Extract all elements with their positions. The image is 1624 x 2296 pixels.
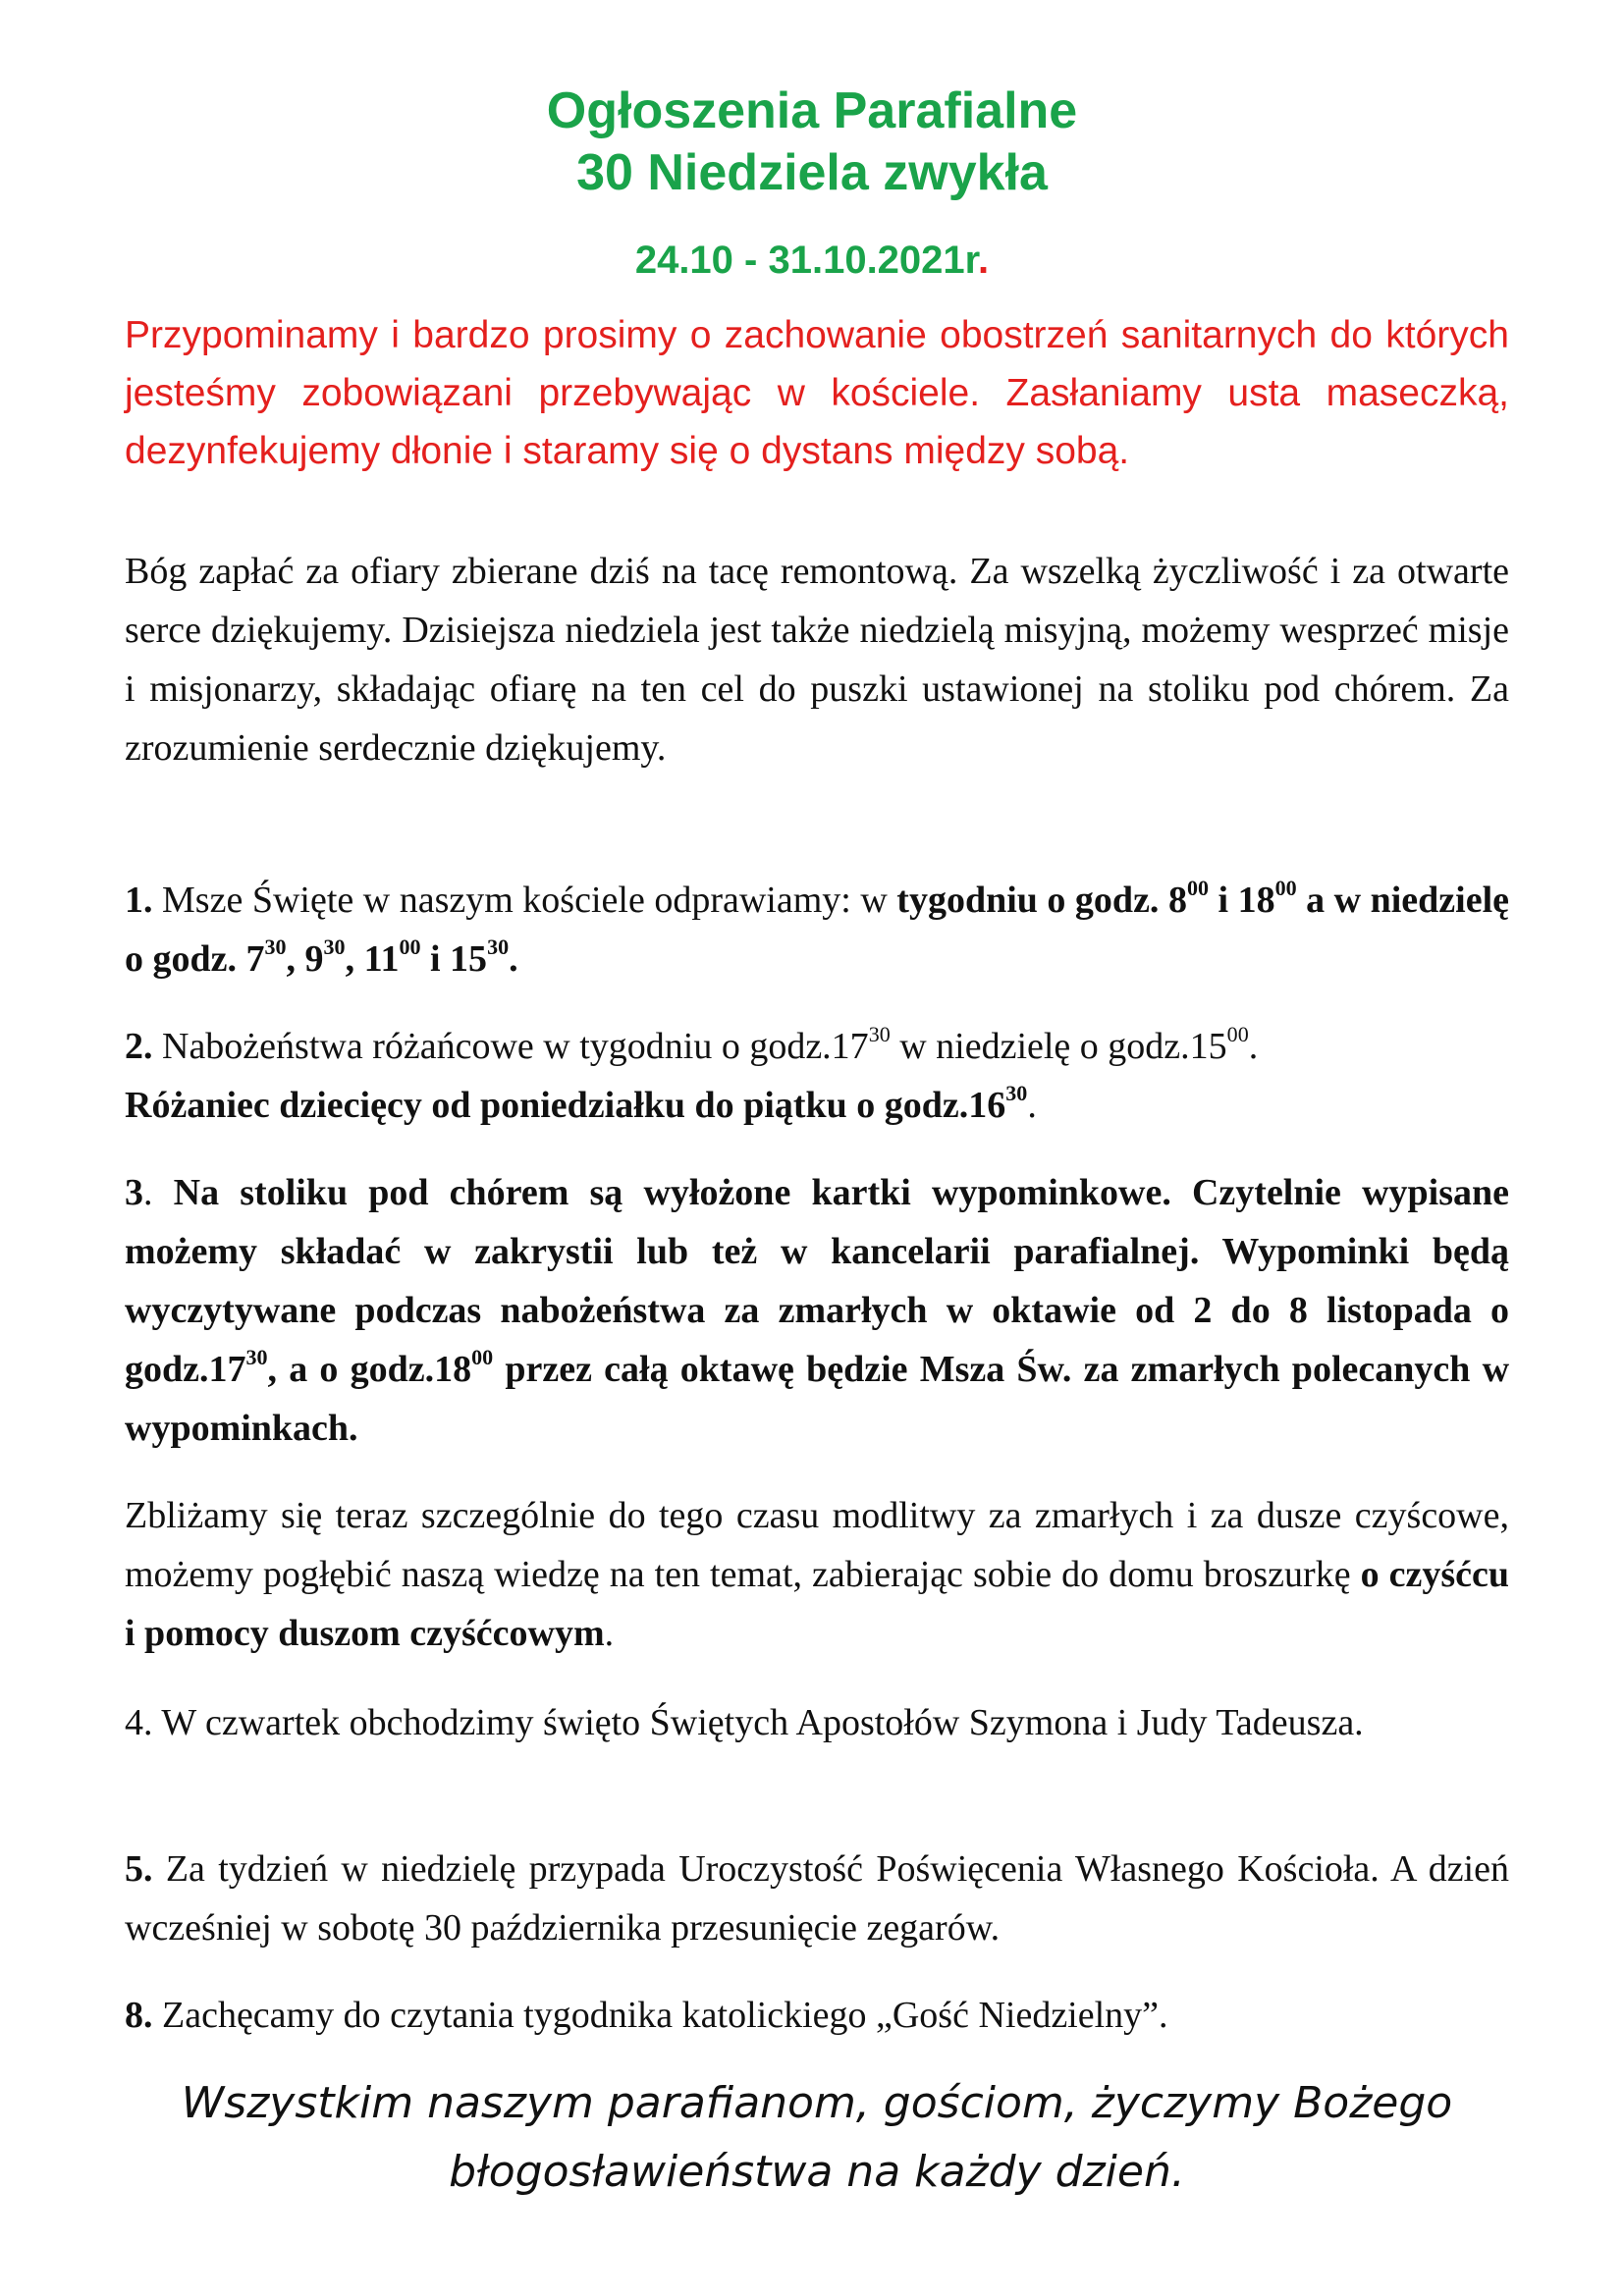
page-subtitle: 30 Niedziela zwykła xyxy=(576,144,1048,201)
announcement-4: 4. W czwartek obchodzimy święto Świętych Apostołów Szymona i Judy Tadeusza. xyxy=(125,1702,1364,1743)
time-sup: 30 xyxy=(1005,1081,1028,1106)
announcement-5 xyxy=(125,1840,1509,1957)
rosary-sunday: w niedzielę o godz.15 xyxy=(890,1026,1227,1067)
rosary-end: . xyxy=(1248,1026,1259,1067)
closing-blessing xyxy=(125,2069,1509,2207)
purgatory-end: . xyxy=(604,1613,615,1654)
intro-paragraph: Bóg zapłać za ofiary zbierane dziś na tacę remontową. Za wszelką życzliwość i za otwarte serce dziękujemy. Dzisiejsza niedziela jest także niedzielą misyjną, możemy wesprzeć misje i misjonarzy, składając ofiarę na ten cel do puszki ustawionej na stoliku pod chórem. Za zrozumienie serdecznie dziękujemy. xyxy=(125,551,1509,769)
time-sup: 00 xyxy=(1186,876,1209,901)
mass-weekday-a: tygodniu o godz. 8 xyxy=(896,880,1187,921)
announcement-3-number: 3 xyxy=(125,1172,143,1213)
time-sup: 00 xyxy=(1274,876,1297,901)
mass-sunday-b: , 9 xyxy=(286,938,324,980)
announcement-1 xyxy=(125,871,1509,988)
children-rosary-end: . xyxy=(1027,1085,1037,1126)
announcement-8-text: Zachęcamy do czytania tygodnika katolickiego „Gość Niedzielny”. xyxy=(152,1995,1168,2036)
sanitary-notice: Przypominamy i bardzo prosimy o zachowanie obostrzeń sanitarnych do których jesteśmy zobowiązani przebywając w kościele. Zasłaniamy usta maseczką, dezynfekujemy dłonie i staramy się o dystans między sobą. xyxy=(125,314,1509,472)
date-range-dot: . xyxy=(978,239,990,282)
purgatory-paragraph xyxy=(125,1486,1509,1663)
children-rosary: Różaniec dziecięcy od poniedziałku do piątku o godz.16 xyxy=(125,1085,1006,1126)
announcement-1-text: Msze Święte w naszym kościele odprawiamy: w xyxy=(152,880,897,921)
wypominki-text-b: , a o godz.18 xyxy=(267,1349,472,1390)
announcement-5-text: Za tydzień w niedzielę przypada Uroczystość Poświęcenia Własnego Kościoła. A dzień wcześniej w sobotę 30 października przesunięcie zegarów. xyxy=(125,1848,1509,1949)
mass-sunday-c: , 11 xyxy=(345,938,400,980)
announcement-1-number: 1. xyxy=(125,880,153,921)
announcement-2 xyxy=(125,1017,1509,1135)
date-range xyxy=(0,236,1624,285)
purgatory-text: Zbliżamy się teraz szczególnie do tego czasu modlitwy za zmarłych i za dusze czyścowe, możemy pogłębić naszą wiedzę na ten temat, zabierając sobie do domu broszurkę xyxy=(125,1495,1509,1595)
mass-weekday-b: i 18 xyxy=(1208,880,1275,921)
time-sup: 00 xyxy=(399,934,421,960)
closing-line-2: błogosławieństwa na każdy dzień. xyxy=(449,2147,1185,2197)
mass-sunday-d: i 15 xyxy=(420,938,488,980)
rosary-weekday: Nabożeństwa różańcowe w tygodniu o godz.17 xyxy=(152,1026,869,1067)
time-sup: 30 xyxy=(264,934,287,960)
time-sup: 00 xyxy=(1226,1022,1249,1047)
wypominki-text-c: przez całą oktawę będzie Msza Św. za zmarłych polecanych w wypominkach. xyxy=(125,1349,1510,1449)
date-range-text: 24.10 - 31.10.2021r xyxy=(634,239,979,282)
purgatory-brochure: o czyśćcu i pomocy duszom czyśćcowym xyxy=(125,1554,1509,1654)
wypominki-text-a: Na stoliku pod chórem są wyłożone kartki wypominkowe. Czytelnie wypisane możemy składać w zakrystii lub też w kancelarii parafialnej. Wypominki będą wyczytywane podczas nabożeństwa za zmarłych w oktawie od 2 do 8 listopada o godz.17 xyxy=(125,1172,1509,1390)
announcement-8 xyxy=(125,1986,1509,2045)
mass-sunday-a: a w niedzielę o godz. 7 xyxy=(125,880,1509,980)
closing-line-1: Wszystkim naszym parafianom, gościom, życzymy Bożego xyxy=(181,2078,1453,2128)
announcement-3-dot: . xyxy=(143,1172,153,1213)
time-sup: 30 xyxy=(868,1022,891,1047)
mass-end: . xyxy=(509,938,518,980)
page-title: Ogłoszenia Parafialne xyxy=(546,82,1078,139)
time-sup: 30 xyxy=(245,1345,268,1370)
announcement-3 xyxy=(125,1163,1509,1458)
announcement-3-bold xyxy=(125,1172,1509,1449)
time-sup: 00 xyxy=(471,1345,494,1370)
announcement-8-number: 8. xyxy=(125,1995,153,2036)
announcement-5-number: 5. xyxy=(125,1848,153,1890)
time-sup: 30 xyxy=(323,934,346,960)
announcement-2-number: 2. xyxy=(125,1026,153,1067)
time-sup: 30 xyxy=(487,934,510,960)
